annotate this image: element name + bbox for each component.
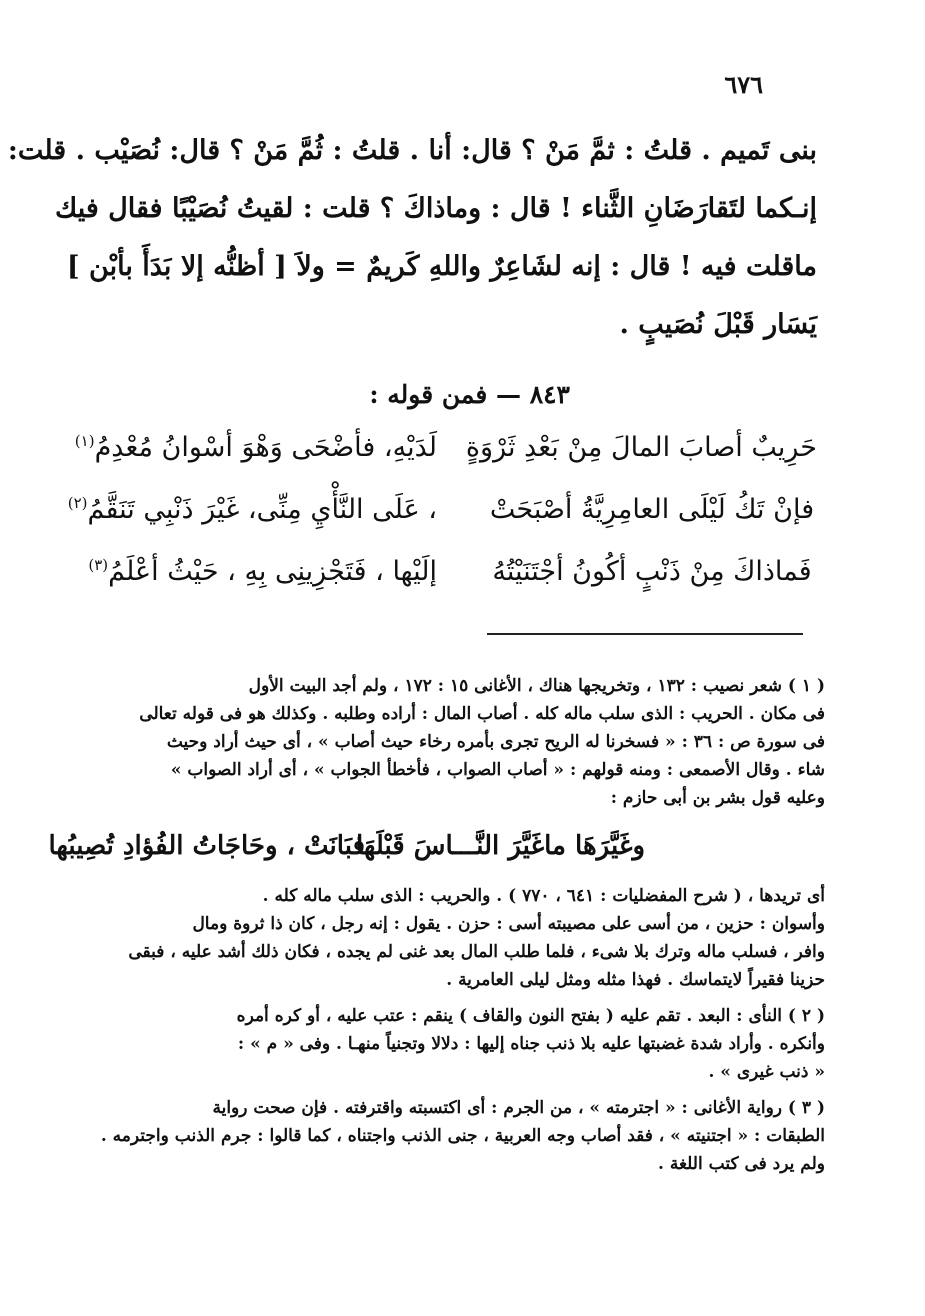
footnote-line: ( ٢ ) النأى : البعد . تقم عليه ( بفتح النون والقاف ) ينقم : عتب عليه ، أو كره أمره xyxy=(236,1006,825,1026)
main-text-block xyxy=(7,122,817,354)
footnote-line: « ذنب غيرى » . xyxy=(708,1062,825,1082)
footnote-line: فى سورة ص : ٣٦ : « فسخرنا له الريح تجرى بأمره رخاء حيث أصاب » ، أى حيث أراد وحيث xyxy=(166,732,825,752)
footnote-line: ( ٣ ) رواية الأغانى : « اجترمته » ، من الجرم : أى اكتسبته واقترفته . فإن صحت رواية xyxy=(212,1098,825,1118)
footnote-ref: (٢) xyxy=(67,494,88,512)
footnote-quoted-verse xyxy=(48,818,825,878)
hemistich-text: إلَيْها ، فَتَجْزِينِى بِهِ ، حَيْثُ أعْلَمُ xyxy=(108,556,437,587)
main-text-line: ماقلت فيه ! قال : إنه لشَاعِرٌ واللهِ كَريمٌ = ولاَ [ أظنُّه إلا بَدَأَ بأبْن ] xyxy=(66,251,817,282)
quoted-verse-first-hemistich: وغَيَّرَهَا ماغَيَّرَ النَّـــاسَ قَبْلَهَا xyxy=(355,831,645,861)
verse-first-hemistich: فإنْ تَكُ لَيْلَى العامِرِيَّةُ أصْبَحَتْ xyxy=(489,494,815,525)
footnote-ref: (٣) xyxy=(88,556,109,574)
footnote-line: وافر ، فسلب ماله وترك بلا شىء ، فلما طلب المال بعد غنى لم يجده ، فكان ذلك أشد عليه ، فبقى xyxy=(128,942,825,962)
poem-verses xyxy=(67,432,817,618)
footnote-line: ( ١ ) شعر نصيب : ١٣٢ ، وتخريجها هناك ، الأغانى ١٥ : ١٧٢ ، ولم أجد البيت الأول xyxy=(248,676,825,696)
footnote-line: أى تريدها ، ( شرح المفضليات : ٦٤١ ، ٧٧٠ ) . والحريب : الذى سلب ماله كله . xyxy=(262,886,825,906)
footnote-gap xyxy=(100,1086,825,1094)
footnote-line: وأسوان : حزين ، من أسى على مصيبته أسى : حزن . يقول : إنه رجل ، كان ذا ثروة ومال xyxy=(192,914,825,934)
verse-second-hemistich xyxy=(74,432,437,463)
verse-first-hemistich: فَماذاكَ مِنْ ذَنْبٍ أكُونُ أجْتَنَيْتُهُ xyxy=(492,556,812,587)
footnote-ref: (١) xyxy=(74,432,95,450)
footnote-line: فى مكان . الحريب : الذى سلب ماله كله . أصاب المال : أراده وطلبه . وكذلك هو فى قوله تعالى xyxy=(139,704,825,724)
verse-row xyxy=(67,494,817,556)
footnote-line: حزينا فقيراً لايتماسك . فهذا مثله ومثل ليلى العامرية . xyxy=(446,970,825,990)
footnote-line: وأنكره . وأراد شدة غضبتها عليه بلا ذنب جناه إليها : دلالا وتجنياً منهـا . وفى « م » : xyxy=(237,1034,825,1054)
verse-first-hemistich: حَرِيبٌ أصابَ المالَ مِنْ بَعْدِ ثَرْوَةٍ xyxy=(465,432,817,463)
footnote-line: وعليه قول بشر بن أبى حازم : xyxy=(610,788,825,808)
section-heading: ٨٤٣ — فمن قوله : xyxy=(369,380,570,409)
verse-second-hemistich xyxy=(88,556,437,587)
hemistich-text: ، عَلَى النَّأْيِ مِنِّى، غَيْرَ ذَنْبِي تَنَقَّمُ xyxy=(87,494,437,525)
footnote-line: شاء . وقال الأصمعى : ومنه قولهم : « أصاب الصواب ، فأخطأ الجواب » ، أى أراد الصواب » xyxy=(170,760,825,780)
verse-second-hemistich xyxy=(67,494,437,525)
main-text-line: يَسَار قَبْلَ نُصَيبٍ . xyxy=(619,309,817,340)
main-text-line: بنى تَميم . قلتُ : ثمَّ مَنْ ؟ قال: أنا . قلتُ : ثُمَّ مَنْ ؟ قال: نُصَيْب . قلت: xyxy=(7,135,817,166)
footnote-divider xyxy=(487,633,803,635)
main-text-line: إنـكما لتَقارَضَانِ الثَّناء ! قال : وماذاكَ ؟ قلت : لقيتُ نُصَيْبًا فقال فيك xyxy=(54,193,817,224)
page-number: ٦٧٦ xyxy=(724,70,763,99)
footnotes-block xyxy=(48,672,825,1178)
verse-row xyxy=(74,432,817,494)
hemistich-text: لَدَيْهِ، فأضْحَى وَهْوَ أسْوانُ مُعْدِمُ xyxy=(94,432,437,463)
verse-row xyxy=(88,556,817,618)
footnote-gap xyxy=(100,994,825,1002)
quoted-verse-second-hemistich: فبَانَتْ ، وحَاجَاتُ الفُؤادِ تُصِيبُها xyxy=(48,831,365,861)
footnote-line: ولم يرد فى كتب اللغة . xyxy=(658,1154,825,1174)
footnote-line: الطبقات : « اجتنيته » ، فقد أصاب وجه العربية ، جنى الذنب واجتناه ، كما قالوا : جرم الذنب واجترمه . xyxy=(100,1126,825,1146)
